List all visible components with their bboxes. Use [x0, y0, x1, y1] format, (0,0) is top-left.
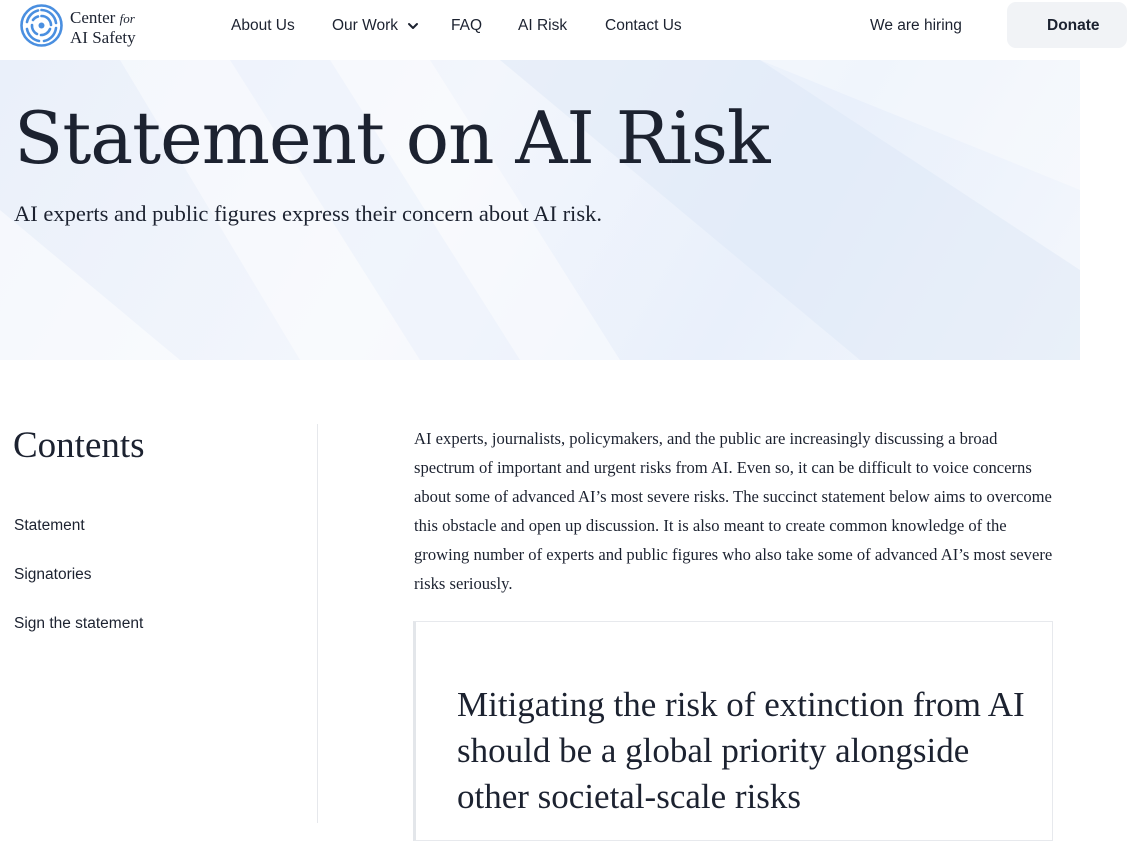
statement-card [413, 621, 1053, 841]
hero-banner [0, 60, 1080, 360]
toc-link-statement[interactable]: Statement [14, 517, 85, 534]
nav-contact-us[interactable]: Contact Us [605, 17, 682, 34]
chevron-down-icon[interactable] [406, 19, 420, 33]
nav-ai-risk[interactable]: AI Risk [518, 17, 568, 34]
hiring-link[interactable]: We are hiring [870, 17, 962, 34]
logo-line1-suffix: for [119, 11, 135, 26]
nav-about-us[interactable]: About Us [231, 17, 295, 34]
nav-our-work[interactable]: Our Work [332, 17, 399, 34]
donate-button-label: Donate [1047, 17, 1100, 34]
sidebar-divider [317, 424, 318, 823]
site-header [0, 0, 1100, 60]
logo-line2: AI Safety [70, 28, 136, 47]
toc-link-sign-statement[interactable]: Sign the statement [14, 615, 144, 632]
nav-faq[interactable]: FAQ [451, 17, 483, 34]
logo-line1: Center [70, 8, 116, 27]
intro-paragraph: AI experts, journalists, policymakers, and the public are increasingly discussing a broad spectrum of important and urgent risks from AI. Even so, it can be difficult to voice concerns about some of advanced AI’s most severe risks. The succinct statement below aims to overcome this obstacle and open up discussion. It is also meant to create common knowledge of the growing number of experts and public figures who also take some of advanced AI’s most severe risks seriously. [414, 429, 1053, 593]
site-logo[interactable] [19, 3, 149, 49]
statement-text: Mitigating the risk of extinction from AI should be a global priority alongside other societal-scale risks [457, 685, 1025, 816]
page-subtitle: AI experts and public figures express their concern about AI risk. [14, 201, 602, 226]
contents-heading: Contents [13, 425, 145, 466]
cais-swirl-logo-icon [19, 3, 64, 48]
donate-button[interactable] [1007, 2, 1127, 48]
logo-wordmark [70, 8, 136, 47]
toc-link-signatories[interactable]: Signatories [14, 566, 92, 583]
page-title: Statement on AI Risk [14, 96, 770, 180]
